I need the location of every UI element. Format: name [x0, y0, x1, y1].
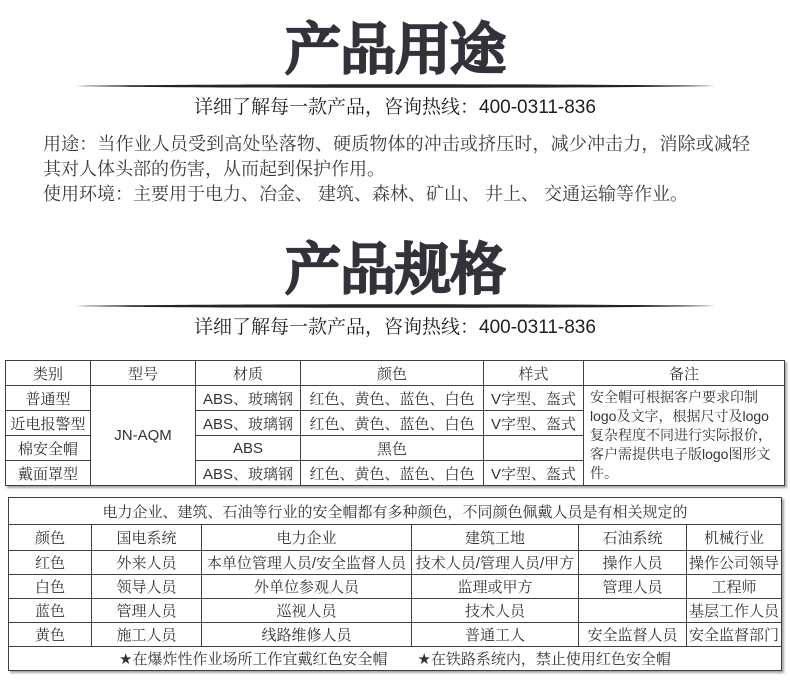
color-cell: 领导人员 — [91, 575, 201, 599]
color-cell: 监理或甲方 — [411, 575, 578, 599]
spec-hotline-text: 详细了解每一款产品，咨询热线：400-0311-836 — [194, 317, 596, 338]
usage-paragraph: 用途：当作业人员受到高处坠落物、硬质物体的冲击或挤压时，减少冲击力，消除或减轻其对人体头部的伤害，从而起到保护作用。 — [43, 134, 750, 179]
usage-hotline-text: 详细了解每一款产品，咨询热线：400-0311-836 — [194, 97, 596, 118]
color-cell: 本单位管理人员/安全监督人员 — [201, 551, 411, 575]
color-table-notice-row — [8, 498, 781, 525]
spec-cell-style: V字型、盔式 — [484, 411, 584, 436]
spec-cell-material: ABS — [196, 436, 301, 461]
spec-title-divider — [0, 303, 790, 309]
color-cell: 蓝色 — [8, 599, 91, 623]
spec-cell-category: 棉安全帽 — [6, 436, 91, 461]
color-cell: 操作人员 — [578, 551, 686, 575]
color-rules-table — [8, 497, 782, 671]
spec-cell-style — [484, 436, 584, 461]
color-table-row-yellow — [8, 623, 781, 647]
tapered-divider-line — [75, 303, 715, 309]
spec-cell-category: 近电报警型 — [6, 411, 91, 436]
usage-title-divider — [0, 83, 790, 89]
spec-table — [5, 360, 785, 486]
color-table-row-white — [8, 575, 781, 599]
color-table-row-red — [8, 551, 781, 575]
spec-cell-colors: 红色、黄色、蓝色、白色 — [301, 411, 484, 436]
color-cell: 红色 — [8, 551, 91, 575]
color-cell: 工程师 — [686, 575, 781, 599]
color-header-petroleum: 石油系统 — [578, 525, 686, 551]
color-cell: 安全监督人员 — [578, 623, 686, 647]
spec-cell-remark: 安全帽可根据客户要求印制logo及文字，根据尺寸及logo复杂程度不同进行实际报价，客户需提供电子版logo图形文件。 — [584, 386, 785, 486]
product-usage-section — [0, 0, 790, 207]
spec-cell-style: V字型、盔式 — [484, 386, 584, 411]
spec-header-colors: 颜色 — [301, 361, 484, 386]
spec-cell-category: 普通型 — [6, 386, 91, 411]
spec-header-material: 材质 — [196, 361, 301, 386]
spec-cell-category: 戴面罩型 — [6, 461, 91, 486]
spec-cell-material: ABS、玻璃钢 — [196, 461, 301, 486]
tapered-divider-line — [75, 83, 715, 89]
spec-header-style: 样式 — [484, 361, 584, 386]
color-cell: 外单位参观人员 — [201, 575, 411, 599]
color-header-machinery: 机械行业 — [686, 525, 781, 551]
spec-cell-material: ABS、玻璃钢 — [196, 386, 301, 411]
spec-table-row — [6, 386, 785, 411]
spec-cell-colors: 红色、黄色、蓝色、白色 — [301, 386, 484, 411]
spec-cell-colors: 红色、黄色、蓝色、白色 — [301, 461, 484, 486]
color-cell: 管理人员 — [91, 599, 201, 623]
spec-header-category: 类别 — [6, 361, 91, 386]
color-header-state-grid: 国电系统 — [91, 525, 201, 551]
color-cell: 线路维修人员 — [201, 623, 411, 647]
color-table-footnote-row — [8, 647, 781, 671]
color-cell: 安全监督部门 — [686, 623, 781, 647]
product-spec-section — [0, 207, 790, 339]
spec-cell-style: V字型、盔式 — [484, 461, 584, 486]
usage-section-title: 产品用途 — [285, 18, 505, 81]
color-table-notice: 电力企业、建筑、石油等行业的安全帽都有多种颜色，不同颜色佩戴人员是有相关规定的 — [8, 498, 781, 525]
spec-cell-colors: 黑色 — [301, 436, 484, 461]
color-cell: 管理人员 — [578, 575, 686, 599]
color-cell: 基层工作人员 — [686, 599, 781, 623]
color-table-row-blue — [8, 599, 781, 623]
color-table-footnote: ★在爆炸性作业场所工作宜戴红色安全帽 ★在铁路系统内，禁止使用红色安全帽 — [8, 647, 781, 671]
color-cell — [578, 599, 686, 623]
color-table-header-row — [8, 525, 781, 551]
usage-description — [43, 132, 750, 207]
spec-section-title: 产品规格 — [285, 238, 505, 301]
color-header-color: 颜色 — [8, 525, 91, 551]
spec-table-header-row — [6, 361, 785, 386]
color-cell: 技术人员 — [411, 599, 578, 623]
color-cell: 操作公司领导 — [686, 551, 781, 575]
color-cell: 技术人员/管理人员/甲方 — [411, 551, 578, 575]
color-cell: 普通工人 — [411, 623, 578, 647]
spec-header-remark: 备注 — [584, 361, 785, 386]
color-cell: 施工人员 — [91, 623, 201, 647]
color-cell: 黄色 — [8, 623, 91, 647]
color-header-power-company: 电力企业 — [201, 525, 411, 551]
color-header-construction: 建筑工地 — [411, 525, 578, 551]
spec-header-model: 型号 — [91, 361, 196, 386]
color-cell: 外来人员 — [91, 551, 201, 575]
color-cell: 巡视人员 — [201, 599, 411, 623]
spec-cell-model: JN-AQM — [91, 386, 196, 486]
spec-cell-material: ABS、玻璃钢 — [196, 411, 301, 436]
color-cell: 白色 — [8, 575, 91, 599]
environment-paragraph: 使用环境：主要用于电力、冶金、 建筑、森林、矿山、 井上、 交通运输等作业。 — [43, 184, 688, 204]
